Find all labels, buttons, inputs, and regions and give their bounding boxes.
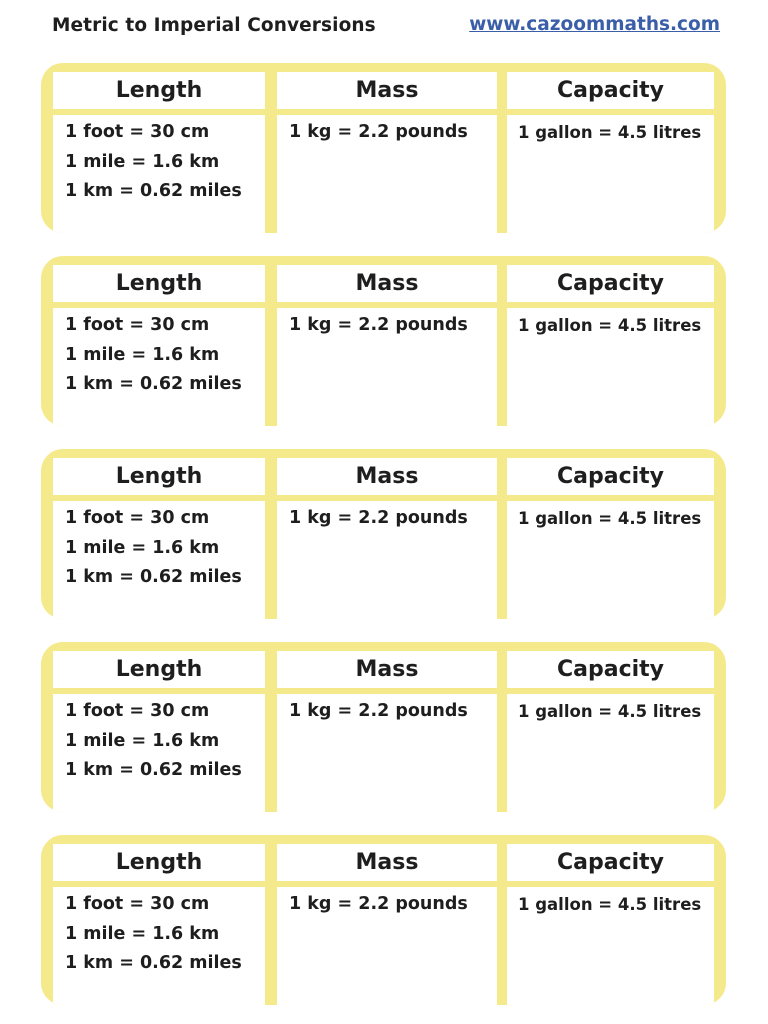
- length-fact: 1 foot = 30 cm: [65, 122, 210, 142]
- mass-cell: [277, 887, 497, 1005]
- mass-cell: [277, 501, 497, 619]
- length-fact: 1 foot = 30 cm: [65, 894, 210, 914]
- mass-header: Mass: [277, 265, 497, 302]
- length-fact: 1 mile = 1.6 km: [65, 344, 220, 365]
- mass-cell: [277, 308, 497, 426]
- mass-header: Mass: [277, 72, 497, 109]
- length-header: Length: [53, 651, 265, 688]
- capacity-header: Capacity: [507, 265, 714, 302]
- length-fact: 1 km = 0.62 miles: [65, 181, 242, 201]
- capacity-fact: 1 gallon = 4.5 litres: [518, 702, 702, 721]
- length-header: Length: [53, 844, 265, 881]
- capacity-header: Capacity: [507, 844, 714, 881]
- capacity-cell: [507, 115, 714, 233]
- capacity-cell: [507, 308, 714, 426]
- mass-fact: 1 kg = 2.2 pounds: [289, 701, 468, 721]
- length-cell: [53, 501, 265, 619]
- mass-header: Mass: [277, 651, 497, 688]
- capacity-header: Capacity: [507, 72, 714, 109]
- length-header: Length: [53, 72, 265, 109]
- length-fact: 1 foot = 30 cm: [65, 315, 210, 335]
- conversion-card: [41, 256, 726, 426]
- length-fact: 1 km = 0.62 miles: [65, 567, 242, 587]
- page-title: Metric to Imperial Conversions: [52, 15, 376, 36]
- capacity-fact: 1 gallon = 4.5 litres: [518, 895, 702, 914]
- mass-fact: 1 kg = 2.2 pounds: [289, 122, 468, 142]
- mass-fact: 1 kg = 2.2 pounds: [289, 894, 468, 914]
- length-fact: 1 mile = 1.6 km: [65, 537, 220, 558]
- length-header: Length: [53, 458, 265, 495]
- conversion-card: [41, 449, 726, 619]
- mass-cell: [277, 115, 497, 233]
- length-fact: 1 foot = 30 cm: [65, 508, 210, 528]
- conversion-card: [41, 642, 726, 812]
- capacity-fact: 1 gallon = 4.5 litres: [518, 123, 702, 142]
- mass-cell: [277, 694, 497, 812]
- length-fact: 1 km = 0.62 miles: [65, 760, 242, 780]
- capacity-fact: 1 gallon = 4.5 litres: [518, 316, 702, 335]
- length-cell: [53, 887, 265, 1005]
- length-fact: 1 foot = 30 cm: [65, 701, 210, 721]
- length-fact: 1 km = 0.62 miles: [65, 953, 242, 973]
- mass-fact: 1 kg = 2.2 pounds: [289, 508, 468, 528]
- conversion-card: [41, 835, 726, 1005]
- mass-header: Mass: [277, 458, 497, 495]
- conversion-card: [41, 63, 726, 233]
- capacity-cell: [507, 887, 714, 1005]
- capacity-cell: [507, 694, 714, 812]
- length-cell: [53, 694, 265, 812]
- website-link[interactable]: www.cazoommaths.com: [469, 14, 720, 35]
- length-cell: [53, 308, 265, 426]
- mass-header: Mass: [277, 844, 497, 881]
- length-header: Length: [53, 265, 265, 302]
- capacity-fact: 1 gallon = 4.5 litres: [518, 509, 702, 528]
- length-fact: 1 mile = 1.6 km: [65, 151, 220, 172]
- length-fact: 1 mile = 1.6 km: [65, 730, 220, 751]
- capacity-cell: [507, 501, 714, 619]
- length-fact: 1 km = 0.62 miles: [65, 374, 242, 394]
- capacity-header: Capacity: [507, 458, 714, 495]
- capacity-header: Capacity: [507, 651, 714, 688]
- mass-fact: 1 kg = 2.2 pounds: [289, 315, 468, 335]
- length-fact: 1 mile = 1.6 km: [65, 923, 220, 944]
- length-cell: [53, 115, 265, 233]
